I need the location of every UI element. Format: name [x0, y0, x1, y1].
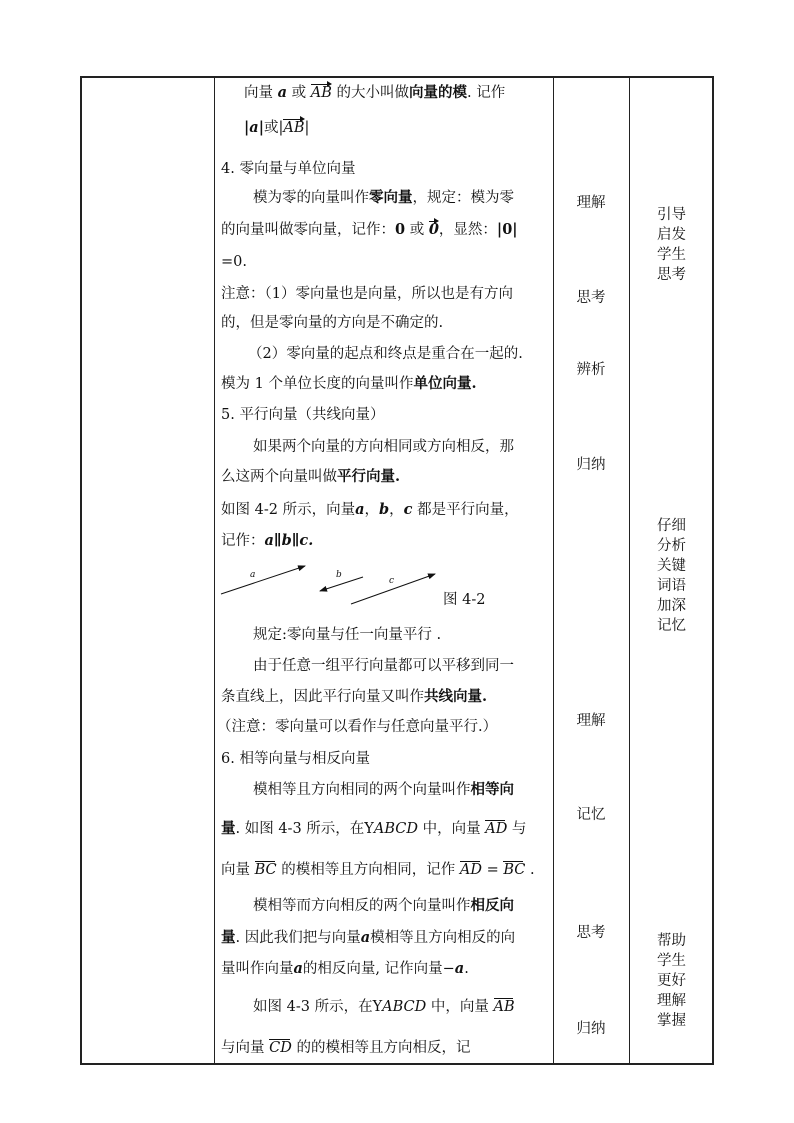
parallel-example-1: 如图 4-2 所示，向量a，b，c 都是平行向量，: [221, 501, 519, 518]
modulus-notation-line: | a | 或| AB |: [244, 118, 309, 138]
parallel-def-2: 么这两个向量叫做平行向量.: [221, 468, 401, 485]
opposite-def-2: 量. 因此我们把与向量a模相等且方向相反的向: [221, 929, 516, 946]
zero-vector-def-2: 的向量叫做零向量，记作：0 或 0，显然：| 0 |: [221, 220, 518, 240]
figure-label-b: b: [336, 570, 342, 580]
zero-vector-def-1: 模为零的向量叫作零向量，规定：模为零: [253, 189, 514, 206]
note-2: （2）零向量的起点和终点是重合在一起的.: [248, 346, 523, 362]
rule-line: 规定:零向量与任一向量平行 .: [253, 627, 442, 643]
activity-6: 记忆: [576, 807, 606, 823]
equal-def-1: 模相等且方向相同的两个向量叫作相等向: [253, 781, 514, 798]
opposite-example-2: 与向量 CD 的的模相等且方向相反，记: [221, 1040, 471, 1056]
activity-2: 思考: [576, 290, 606, 306]
figure-4-2-vectors: [218, 560, 448, 610]
equal-def-2: 量. 如图 4-3 所示，在YABCD 中，向量 AD 与: [221, 820, 527, 837]
activity-5: 理解: [576, 713, 606, 729]
section-6-title: 6. 相等向量与相反向量: [221, 751, 370, 767]
opposite-example-1: 如图 4-3 所示，在YABCD 中，向量 AB: [253, 999, 515, 1015]
unit-vector-def: 模为 1 个单位长度的向量叫作单位向量.: [221, 375, 477, 392]
parallel-example-2: 记作：a∥b∥c.: [221, 532, 314, 549]
note-3: （注意：零向量可以看作与任意向量平行.）: [217, 719, 498, 735]
purpose-group-1: 引导 启发 学生 思考: [657, 207, 686, 283]
parallel-def-1: 如果两个向量的方向相同或方向相反，那: [253, 439, 514, 455]
section-4-title: 4. 零向量与单位向量: [221, 161, 356, 177]
note-1-line-2: 的，但是零向量的方向是不确定的.: [221, 315, 444, 331]
activity-1: 理解: [576, 195, 606, 211]
column-divider-2: [553, 78, 554, 1063]
vector-a-arrow: [221, 566, 305, 594]
vector-AB: AB: [310, 85, 332, 101]
zero-vector-def-3: =0.: [221, 254, 247, 270]
purpose-group-2: 仔细 分析 关键 词语 加深 记忆: [657, 518, 686, 634]
section-5-title: 5. 平行向量（共线向量）: [221, 407, 385, 423]
equal-def-3: 向量 BC 的模相等且方向相同，记作 AD = BC .: [221, 862, 535, 878]
figure-caption: 图 4-2: [443, 592, 486, 608]
activity-3: 辨析: [576, 362, 606, 378]
opposite-def-1: 模相等而方向相反的两个向量叫作相反向: [253, 897, 514, 914]
activity-4: 归纳: [576, 457, 606, 473]
note-1-line-1: 注意：（1）零向量也是向量，所以也是有方向: [221, 286, 513, 302]
activity-7: 思考: [576, 925, 606, 941]
figure-label-c: c: [389, 576, 395, 586]
activity-8: 归纳: [576, 1021, 606, 1037]
opposite-def-3: 量叫作向量a的相反向量, 记作向量−a.: [221, 960, 469, 977]
modulus-definition-line: 向量 a 或 AB 的大小叫做向量的模. 记作: [244, 84, 506, 101]
collinear-def-2: 条直线上，因此平行向量又叫作共线向量.: [221, 688, 488, 705]
purpose-group-3: 帮助 学生 更好 理解 掌握: [657, 933, 686, 1029]
column-divider-1: [214, 78, 215, 1063]
collinear-def-1: 由于任意一组平行向量都可以平移到同一: [253, 658, 514, 674]
figure-label-a: a: [250, 570, 256, 580]
